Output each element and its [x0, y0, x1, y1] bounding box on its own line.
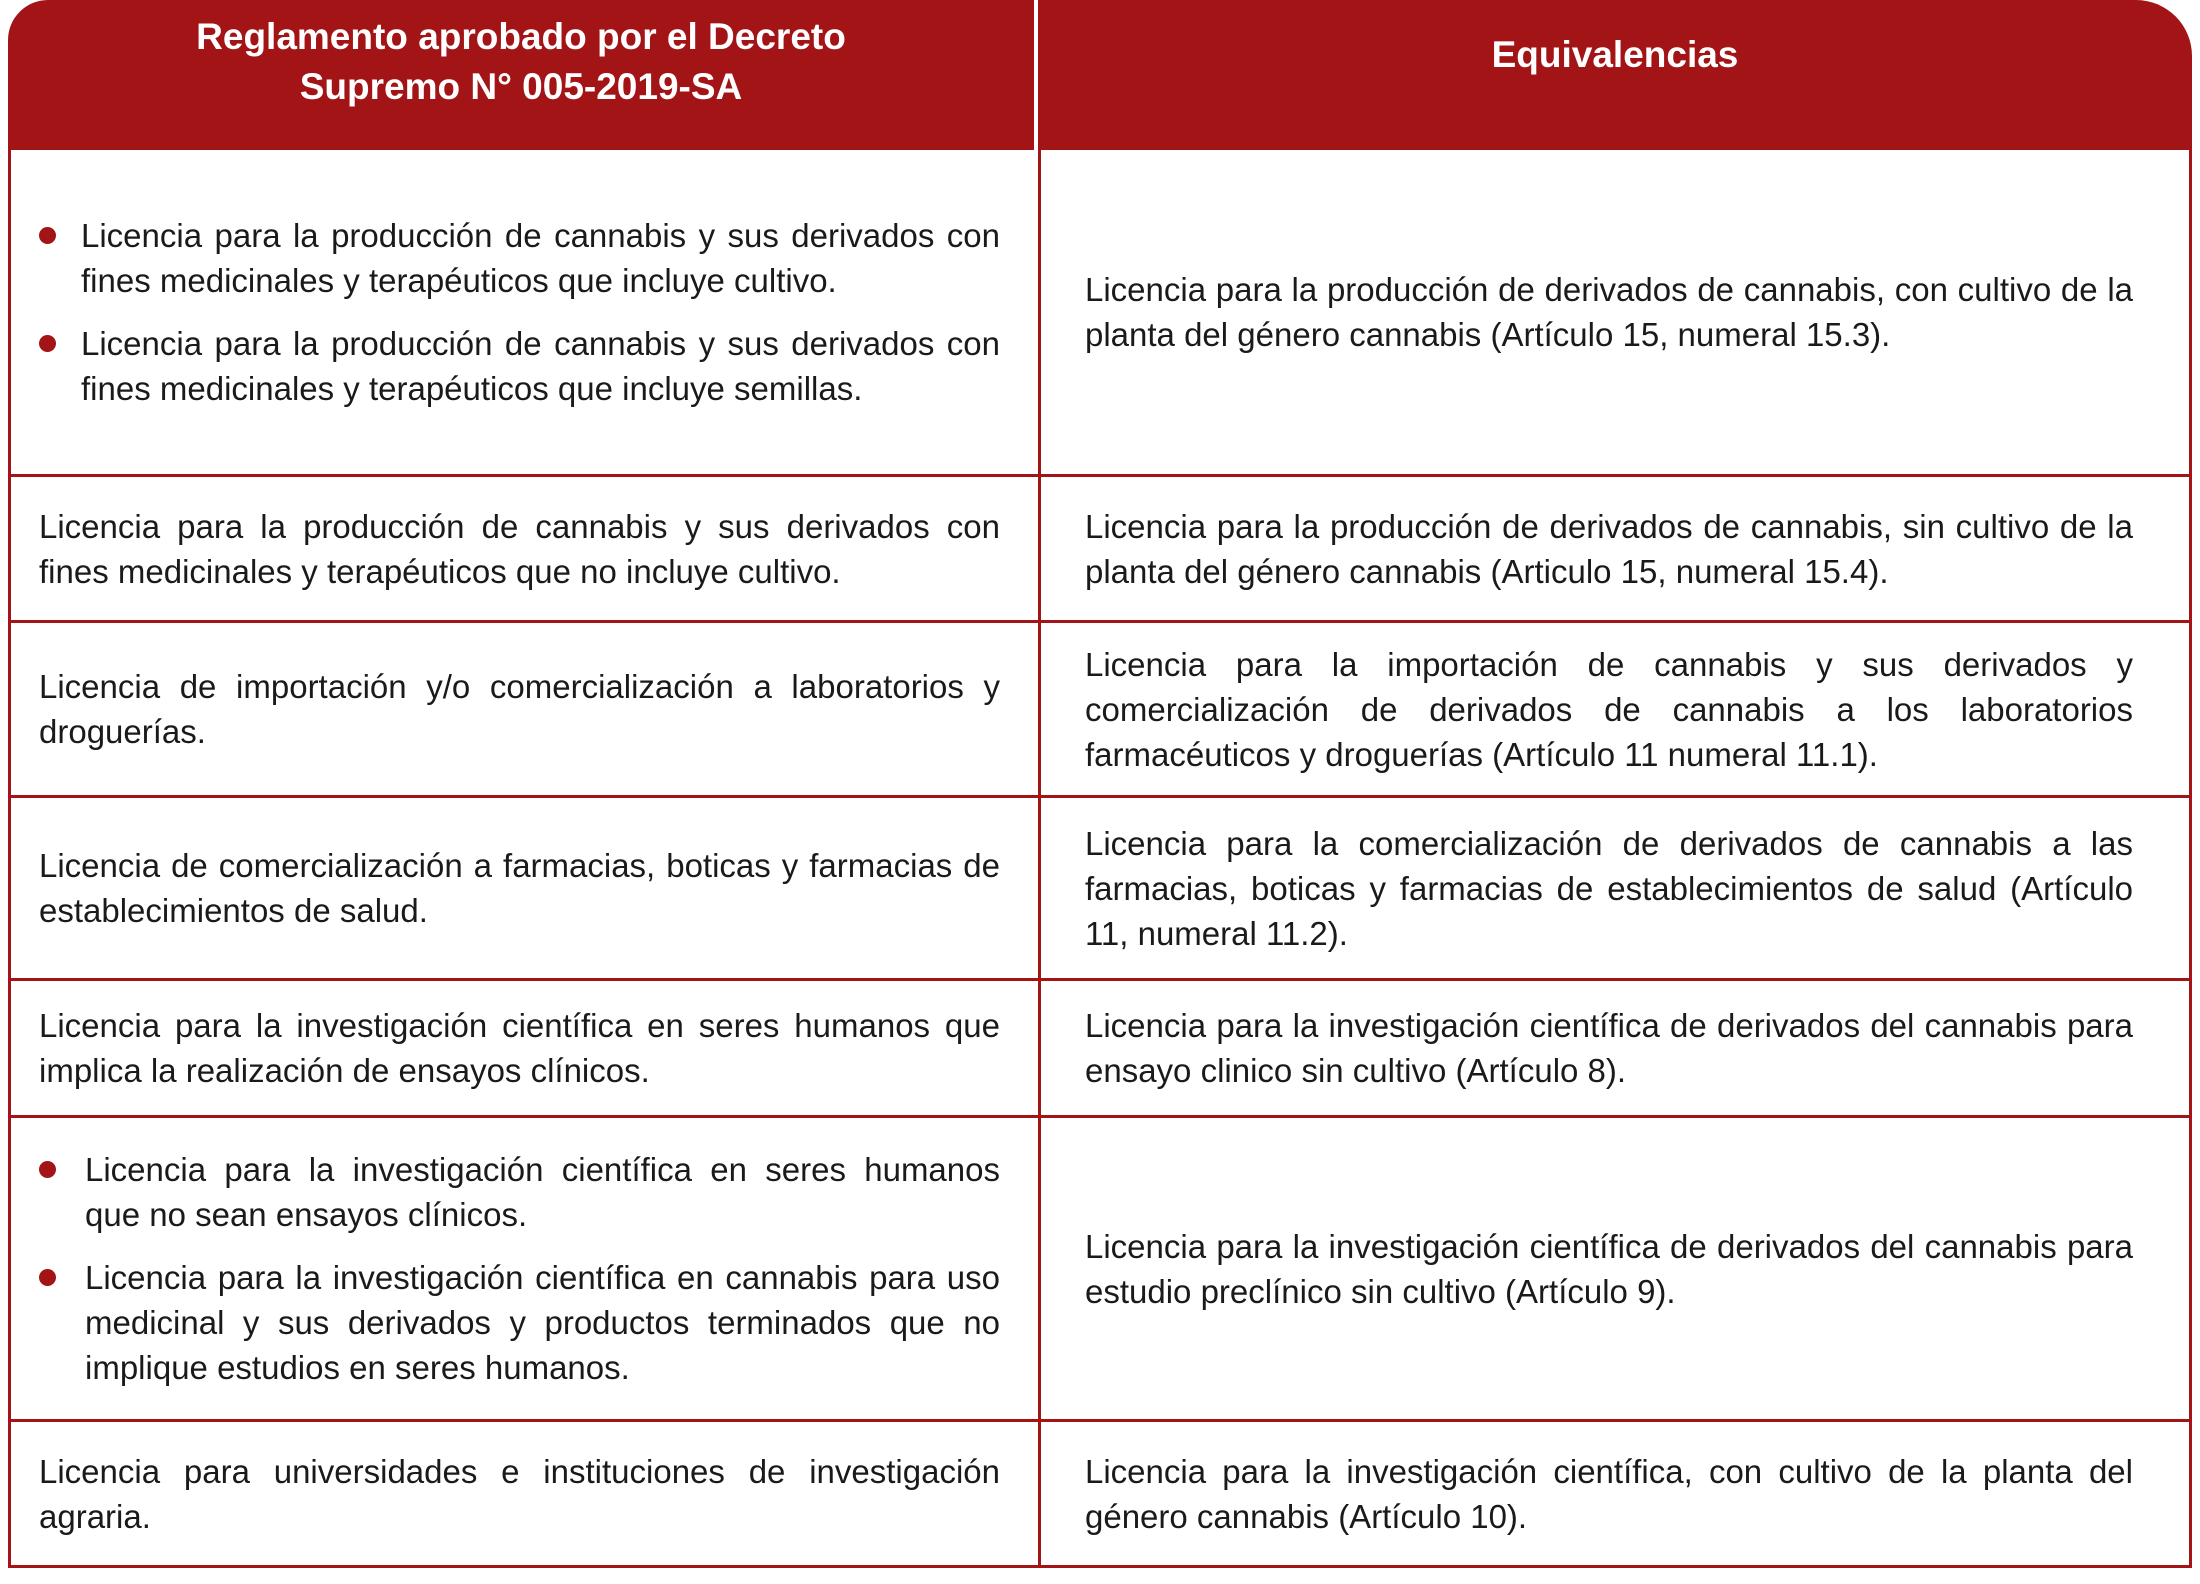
header-equivalencias-label: Equivalencias: [1491, 34, 1739, 75]
row-5-reglamento-text: Licencia para la investigación científica en seres humanos que implica la realización de ensayos clínicos.: [39, 1007, 1000, 1089]
row-1-bullet-list: [39, 213, 1000, 411]
header-equivalencias: [1038, 0, 2192, 150]
row-5-reglamento: [8, 981, 1038, 1118]
row-2-reglamento-text: Licencia para la producción de cannabis y sus derivados con fines medicinales y terapéuticos que no incluye cultivo.: [39, 507, 1000, 590]
row-2-reglamento: [8, 477, 1038, 623]
row-4-equivalencia-text: Licencia para la comercialización de derivados de cannabis a las farmacias, boticas y farmacias de establecimientos de salud (Artículo 11, numeral 11.2).: [1085, 824, 2133, 952]
header-reglamento: [8, 0, 1038, 150]
row-7-reglamento-text: Licencia para universidades e instituciones de investigación agraria.: [39, 1452, 1000, 1535]
row-2-equivalencia-text: Licencia para la producción de derivados de cannabis, sin cultivo de la planta del género cannabis (Articulo 15, numeral 15.4).: [1085, 507, 2133, 590]
list-item: Licencia para la investigación científica en seres humanos que no sean ensayos clínicos.: [39, 1147, 1000, 1237]
row-4-reglamento-text: Licencia de comercialización a farmacias, boticas y farmacias de establecimientos de salud.: [39, 847, 1000, 929]
row-1-equivalencia: [1038, 150, 2192, 477]
row-3-equivalencia-text: Licencia para la importación de cannabis y sus derivados y comercialización de derivados de cannabis a los laboratorios farmacéuticos y droguerías (Artículo 11 numeral 11.1).: [1085, 645, 2133, 773]
row-3-equivalencia: [1038, 623, 2192, 798]
row-6-reglamento: [8, 1118, 1038, 1422]
row-7-equivalencia: [1038, 1422, 2192, 1568]
row-4-reglamento: [8, 798, 1038, 981]
row-7-equivalencia-text: Licencia para la investigación científica, con cultivo de la planta del género cannabis (Artículo 10).: [1085, 1452, 2133, 1535]
row-5-equivalencia-text: Licencia para la investigación científica de derivados del cannabis para ensayo clinico sin cultivo (Artículo 8).: [1085, 1007, 2133, 1089]
header-reglamento-label: Reglamento aprobado por el Decreto Supremo N° 005-2019-SA: [196, 16, 846, 107]
row-2-equivalencia: [1038, 477, 2192, 623]
equivalencias-table: [8, 0, 2192, 1568]
list-item: Licencia para la producción de cannabis y sus derivados con fines medicinales y terapéuticos que incluye semillas.: [39, 321, 1000, 411]
row-5-equivalencia: [1038, 981, 2192, 1118]
row-6-bullet-list: [39, 1147, 1000, 1390]
row-3-reglamento: [8, 623, 1038, 798]
row-1-equivalencia-text: Licencia para la producción de derivados de cannabis, con cultivo de la planta del género cannabis (Artículo 15, numeral 15.3).: [1085, 271, 2133, 353]
row-3-reglamento-text: Licencia de importación y/o comercialización a laboratorios y droguerías.: [39, 668, 1000, 750]
list-item: Licencia para la producción de cannabis y sus derivados con fines medicinales y terapéuticos que incluye cultivo.: [39, 213, 1000, 303]
list-item: Licencia para la investigación científica en cannabis para uso medicinal y sus derivados y productos terminados que no implique estudios en seres humanos.: [39, 1255, 1000, 1390]
row-7-reglamento: [8, 1422, 1038, 1568]
row-6-equivalencia: [1038, 1118, 2192, 1422]
row-1-reglamento: [8, 150, 1038, 477]
row-4-equivalencia: [1038, 798, 2192, 981]
row-6-equivalencia-text: Licencia para la investigación científica de derivados del cannabis para estudio preclínico sin cultivo (Artículo 9).: [1085, 1227, 2133, 1310]
